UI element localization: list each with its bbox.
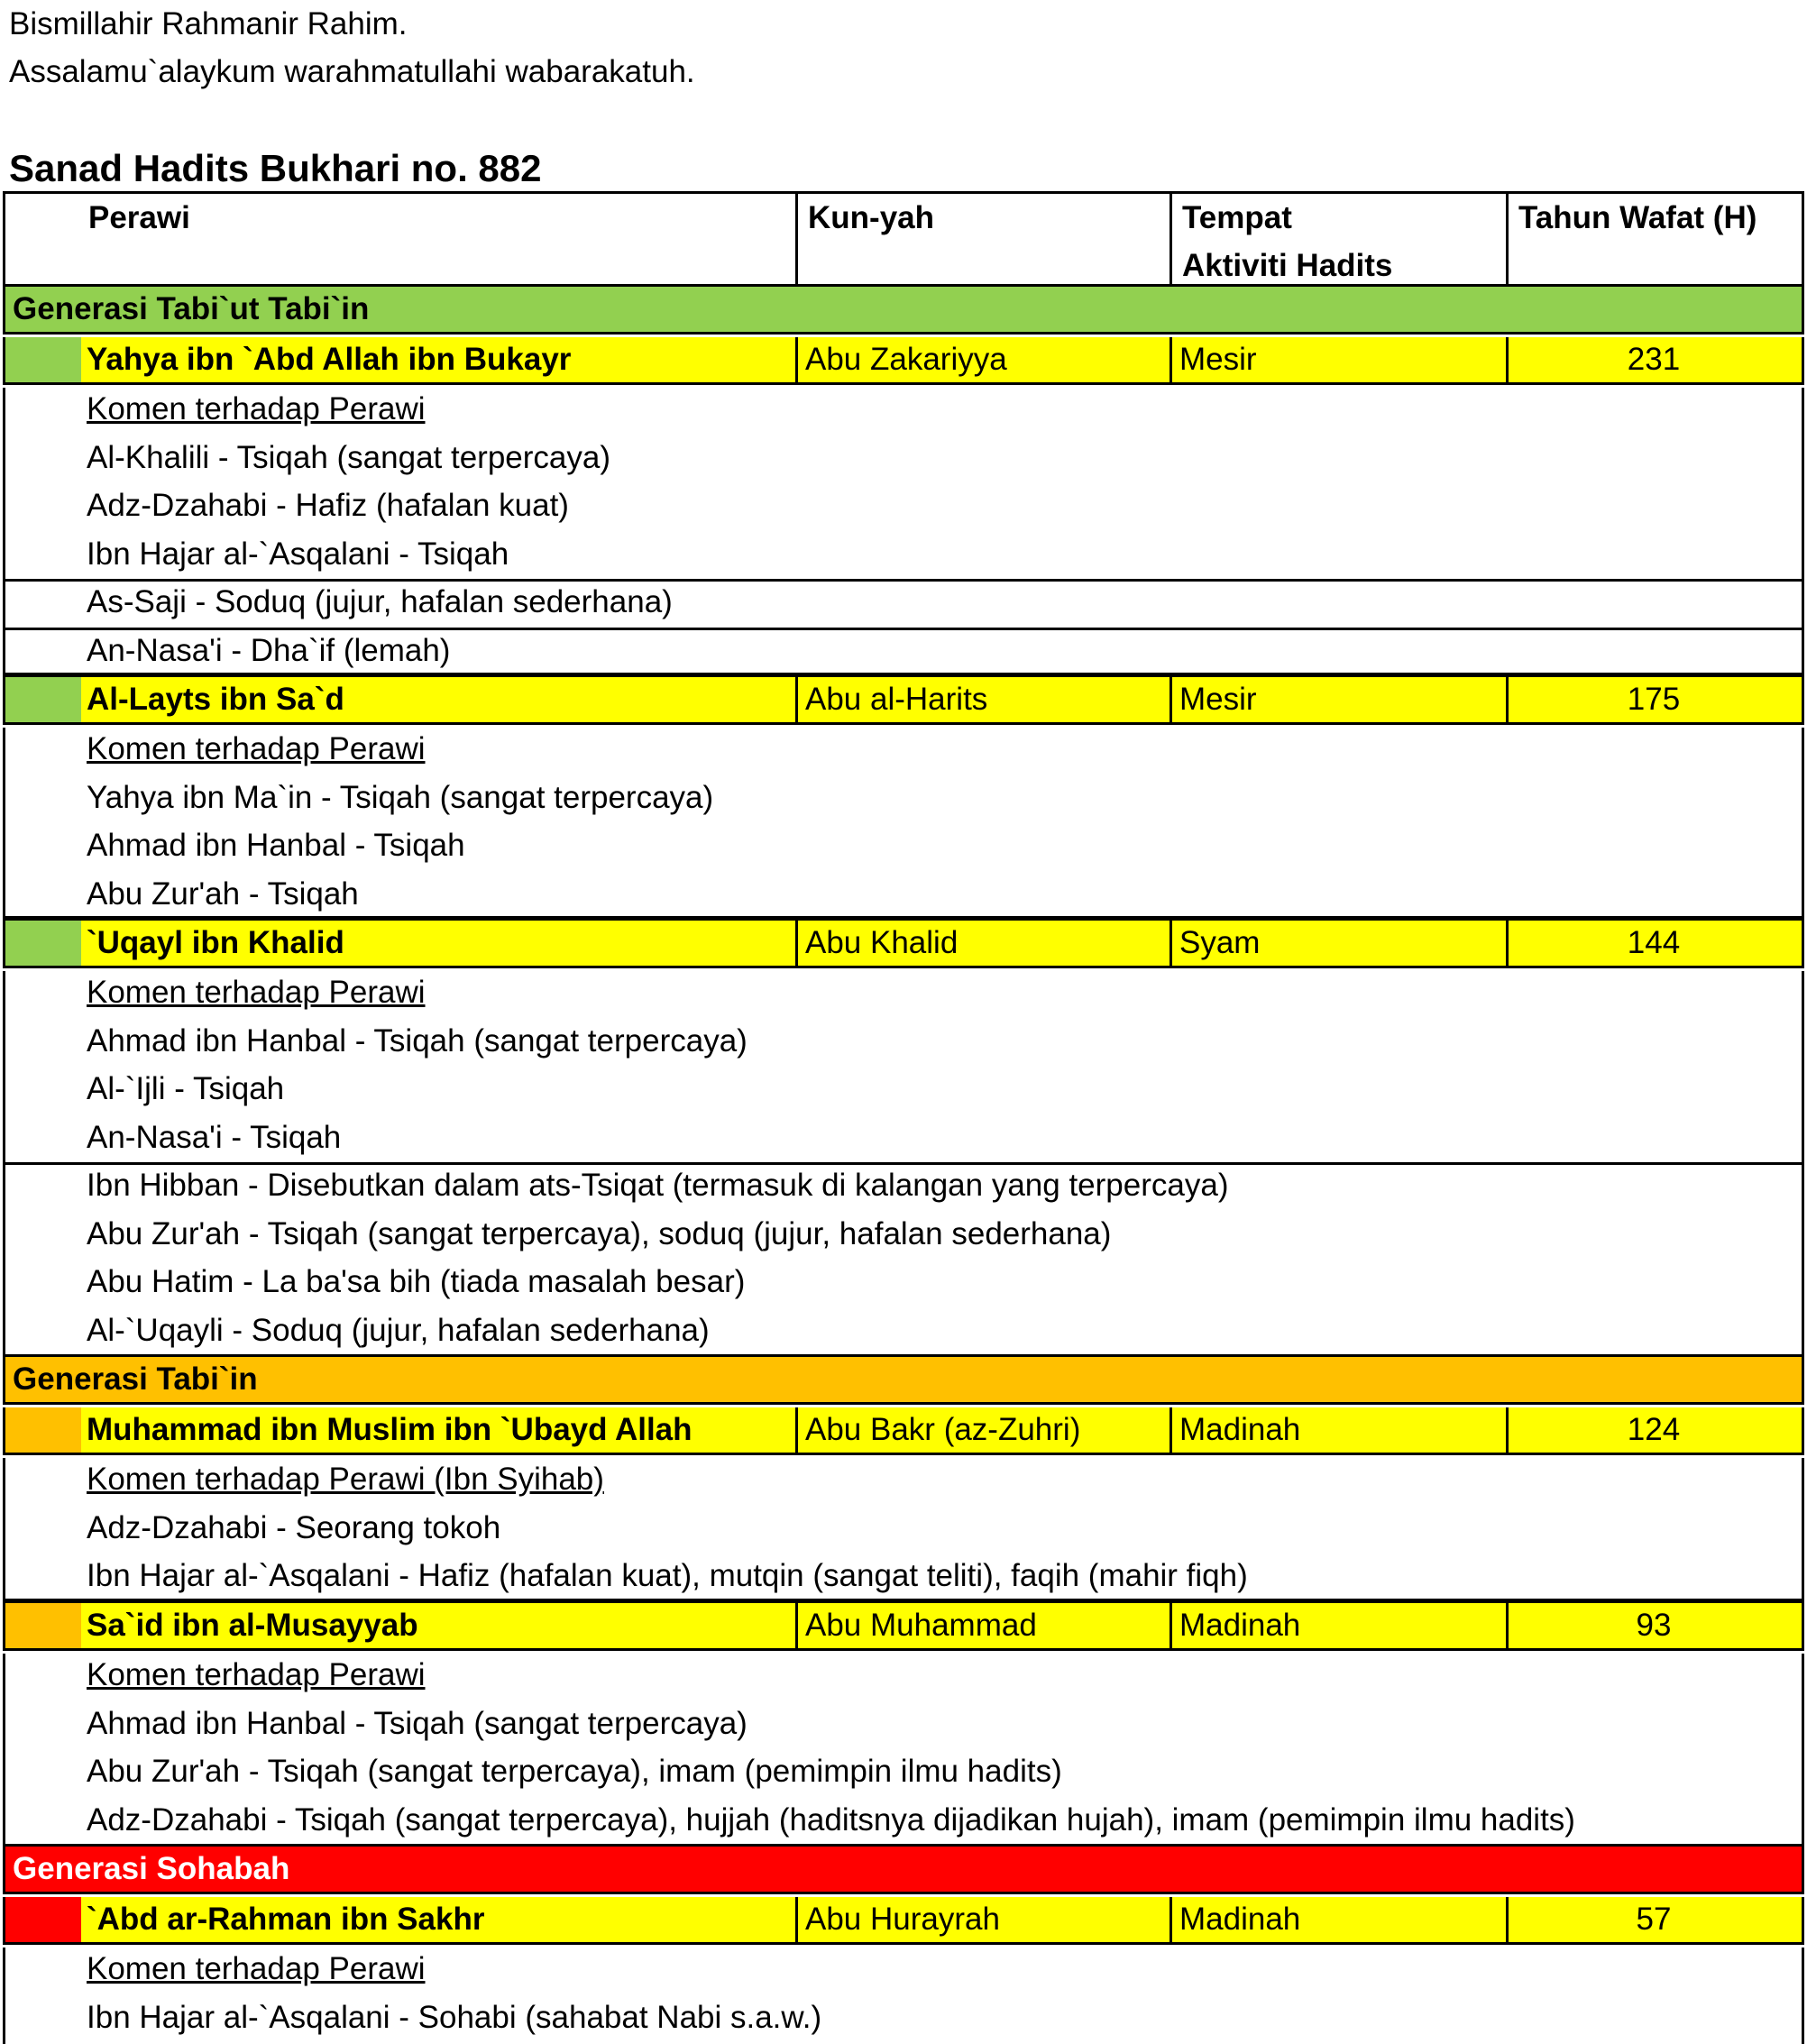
comment-line: Ahmad ibn Hanbal - Tsiqah (sangat terpercaya) xyxy=(87,1023,748,1059)
column-divider xyxy=(1170,921,1172,966)
column-divider xyxy=(795,337,798,382)
comment-line: Ibn Hajar al-`Asqalani - Hafiz (hafalan kuat), mutqin (sangat teliti), faqih (mahir fiqh) xyxy=(87,1558,1248,1593)
greeting-line-2: Assalamu`alaykum warahmatullahi wabarakatuh. xyxy=(9,54,695,89)
column-divider xyxy=(795,921,798,966)
comment-heading: Komen terhadap Perawi (Ibn Syihab) xyxy=(87,1462,604,1497)
narrator-place: Madinah xyxy=(1179,1608,1301,1643)
column-divider xyxy=(795,1603,798,1648)
header-kunyah: Kun-yah xyxy=(808,200,934,235)
narrator-name: Al-Layts ibn Sa`d xyxy=(87,682,344,717)
column-divider xyxy=(1170,337,1172,382)
comment-line: Al-`Ijli - Tsiqah xyxy=(87,1071,285,1106)
narrator-kunyah: Abu Hurayrah xyxy=(805,1902,1000,1937)
comment-line: Abu Zur'ah - Tsiqah xyxy=(87,876,359,912)
generation-label: Generasi Tabi`in xyxy=(13,1361,258,1397)
comment-heading: Komen terhadap Perawi xyxy=(87,1951,426,1986)
narrator-place: Mesir xyxy=(1179,342,1257,377)
greeting-line-1: Bismillahir Rahmanir Rahim. xyxy=(9,6,408,41)
narrator-name: Yahya ibn `Abd Allah ibn Bukayr xyxy=(87,342,572,377)
table-header-row xyxy=(3,191,1804,287)
comment-heading: Komen terhadap Perawi xyxy=(87,731,426,766)
column-divider xyxy=(1506,677,1509,722)
header-divider xyxy=(1506,194,1509,284)
generation-label: Generasi Tabi`ut Tabi`in xyxy=(13,291,370,326)
column-divider xyxy=(1170,1897,1172,1942)
comment-line: Ahmad ibn Hanbal - Tsiqah (sangat terpercaya) xyxy=(87,1706,748,1741)
generation-swatch xyxy=(5,677,81,722)
generation-swatch xyxy=(5,1603,81,1648)
narrator-row xyxy=(3,1603,1804,1651)
narrator-name: Sa`id ibn al-Musayyab xyxy=(87,1608,418,1643)
comment-line: An-Nasa'i - Dha`if (lemah) xyxy=(87,633,451,668)
comment-line: Al-`Uqayli - Soduq (jujur, hafalan sederhana) xyxy=(87,1313,710,1348)
column-divider xyxy=(1506,1603,1509,1648)
comment-heading: Komen terhadap Perawi xyxy=(87,391,426,426)
header-tempat-line-1: Tempat xyxy=(1182,200,1292,235)
narrator-death-year: 175 xyxy=(1627,682,1681,717)
narrator-death-year: 124 xyxy=(1627,1412,1681,1447)
narrator-row xyxy=(3,921,1804,968)
narrator-row xyxy=(3,337,1804,385)
narrator-kunyah: Abu Muhammad xyxy=(805,1608,1037,1643)
narrator-kunyah: Abu Bakr (az-Zuhri) xyxy=(805,1412,1081,1447)
row-rule xyxy=(5,1162,1802,1165)
generation-swatch xyxy=(5,1897,81,1942)
generation-row xyxy=(3,1847,1804,1894)
generation-swatch xyxy=(5,337,81,382)
column-divider xyxy=(1506,337,1509,382)
comment-line: Abu Zur'ah - Tsiqah (sangat terpercaya), imam (pemimpin ilmu hadits) xyxy=(87,1754,1062,1789)
generation-row xyxy=(3,287,1804,335)
comment-block xyxy=(3,1654,1804,1847)
column-divider xyxy=(1170,677,1172,722)
row-rule xyxy=(5,579,1802,582)
comment-line: Ibn Hibban - Disebutkan dalam ats-Tsiqat (termasuk di kalangan yang terpercaya) xyxy=(87,1168,1229,1203)
comment-line: Adz-Dzahabi - Seorang tokoh xyxy=(87,1510,501,1545)
comment-line: As-Saji - Soduq (jujur, hafalan sederhana) xyxy=(87,584,673,619)
column-divider xyxy=(1170,1407,1172,1453)
generation-label: Generasi Sohabah xyxy=(13,1851,290,1886)
narrator-death-year: 231 xyxy=(1627,342,1681,377)
comment-line: Adz-Dzahabi - Tsiqah (sangat terpercaya), hujjah (haditsnya dijadikan hujah), imam (pemimpin ilmu hadits) xyxy=(87,1802,1575,1838)
column-divider xyxy=(1506,1897,1509,1942)
comment-heading: Komen terhadap Perawi xyxy=(87,975,426,1010)
header-tahun-wafat: Tahun Wafat (H) xyxy=(1518,200,1757,235)
column-divider xyxy=(1506,1407,1509,1453)
narrator-kunyah: Abu Khalid xyxy=(805,925,959,960)
generation-row xyxy=(3,1357,1804,1405)
narrator-death-year: 93 xyxy=(1636,1608,1672,1643)
narrator-kunyah: Abu Zakariyya xyxy=(805,342,1007,377)
comment-line: Ibn Hajar al-`Asqalani - Sohabi (sahabat Nabi s.a.w.) xyxy=(87,2000,822,2035)
comment-line: Adz-Dzahabi - Hafiz (hafalan kuat) xyxy=(87,488,569,523)
narrator-death-year: 144 xyxy=(1627,925,1681,960)
column-divider xyxy=(795,677,798,722)
narrator-place: Madinah xyxy=(1179,1412,1301,1447)
comment-block xyxy=(3,728,1804,921)
comment-line: Abu Hatim - La ba'sa bih (tiada masalah besar) xyxy=(87,1264,746,1299)
header-tempat xyxy=(1175,194,1509,284)
comment-block xyxy=(3,1458,1804,1603)
column-divider xyxy=(1170,1603,1172,1648)
header-tempat-line-2: Aktiviti Hadits xyxy=(1182,248,1393,283)
narrator-place: Mesir xyxy=(1179,682,1257,717)
column-divider xyxy=(795,1897,798,1942)
narrator-name: `Uqayl ibn Khalid xyxy=(87,925,344,960)
comment-line: An-Nasa'i - Tsiqah xyxy=(87,1120,342,1155)
narrator-place: Syam xyxy=(1179,925,1261,960)
page-title: Sanad Hadits Bukhari no. 882 xyxy=(9,147,542,189)
comment-line: Abu Zur'ah - Tsiqah (sangat terpercaya), soduq (jujur, hafalan sederhana) xyxy=(87,1216,1112,1251)
narrator-name: Muhammad ibn Muslim ibn `Ubayd Allah xyxy=(87,1412,693,1447)
column-divider xyxy=(795,1407,798,1453)
comment-line: Ibn Hajar al-`Asqalani - Tsiqah xyxy=(87,536,509,572)
comment-block xyxy=(3,971,1804,1357)
comment-line: Yahya ibn Ma`in - Tsiqah (sangat terpercaya) xyxy=(87,780,714,815)
narrator-kunyah: Abu al-Harits xyxy=(805,682,988,717)
sanad-table xyxy=(3,191,1804,2035)
generation-swatch xyxy=(5,1407,81,1453)
header-divider xyxy=(1170,194,1172,284)
comment-heading: Komen terhadap Perawi xyxy=(87,1657,426,1692)
narrator-death-year: 57 xyxy=(1636,1902,1672,1937)
comment-line: Ahmad ibn Hanbal - Tsiqah xyxy=(87,828,465,863)
narrator-row xyxy=(3,1407,1804,1455)
generation-swatch xyxy=(5,921,81,966)
row-rule xyxy=(5,628,1802,630)
comment-line: Al-Khalili - Tsiqah (sangat terpercaya) xyxy=(87,440,611,475)
header-perawi: Perawi xyxy=(88,200,190,235)
narrator-place: Madinah xyxy=(1179,1902,1301,1937)
comment-block xyxy=(3,388,1804,677)
narrator-row xyxy=(3,677,1804,725)
narrator-name: `Abd ar-Rahman ibn Sakhr xyxy=(87,1902,485,1937)
narrator-row xyxy=(3,1897,1804,1945)
column-divider xyxy=(1506,921,1509,966)
comment-block xyxy=(3,1948,1804,2044)
header-divider xyxy=(795,194,798,284)
